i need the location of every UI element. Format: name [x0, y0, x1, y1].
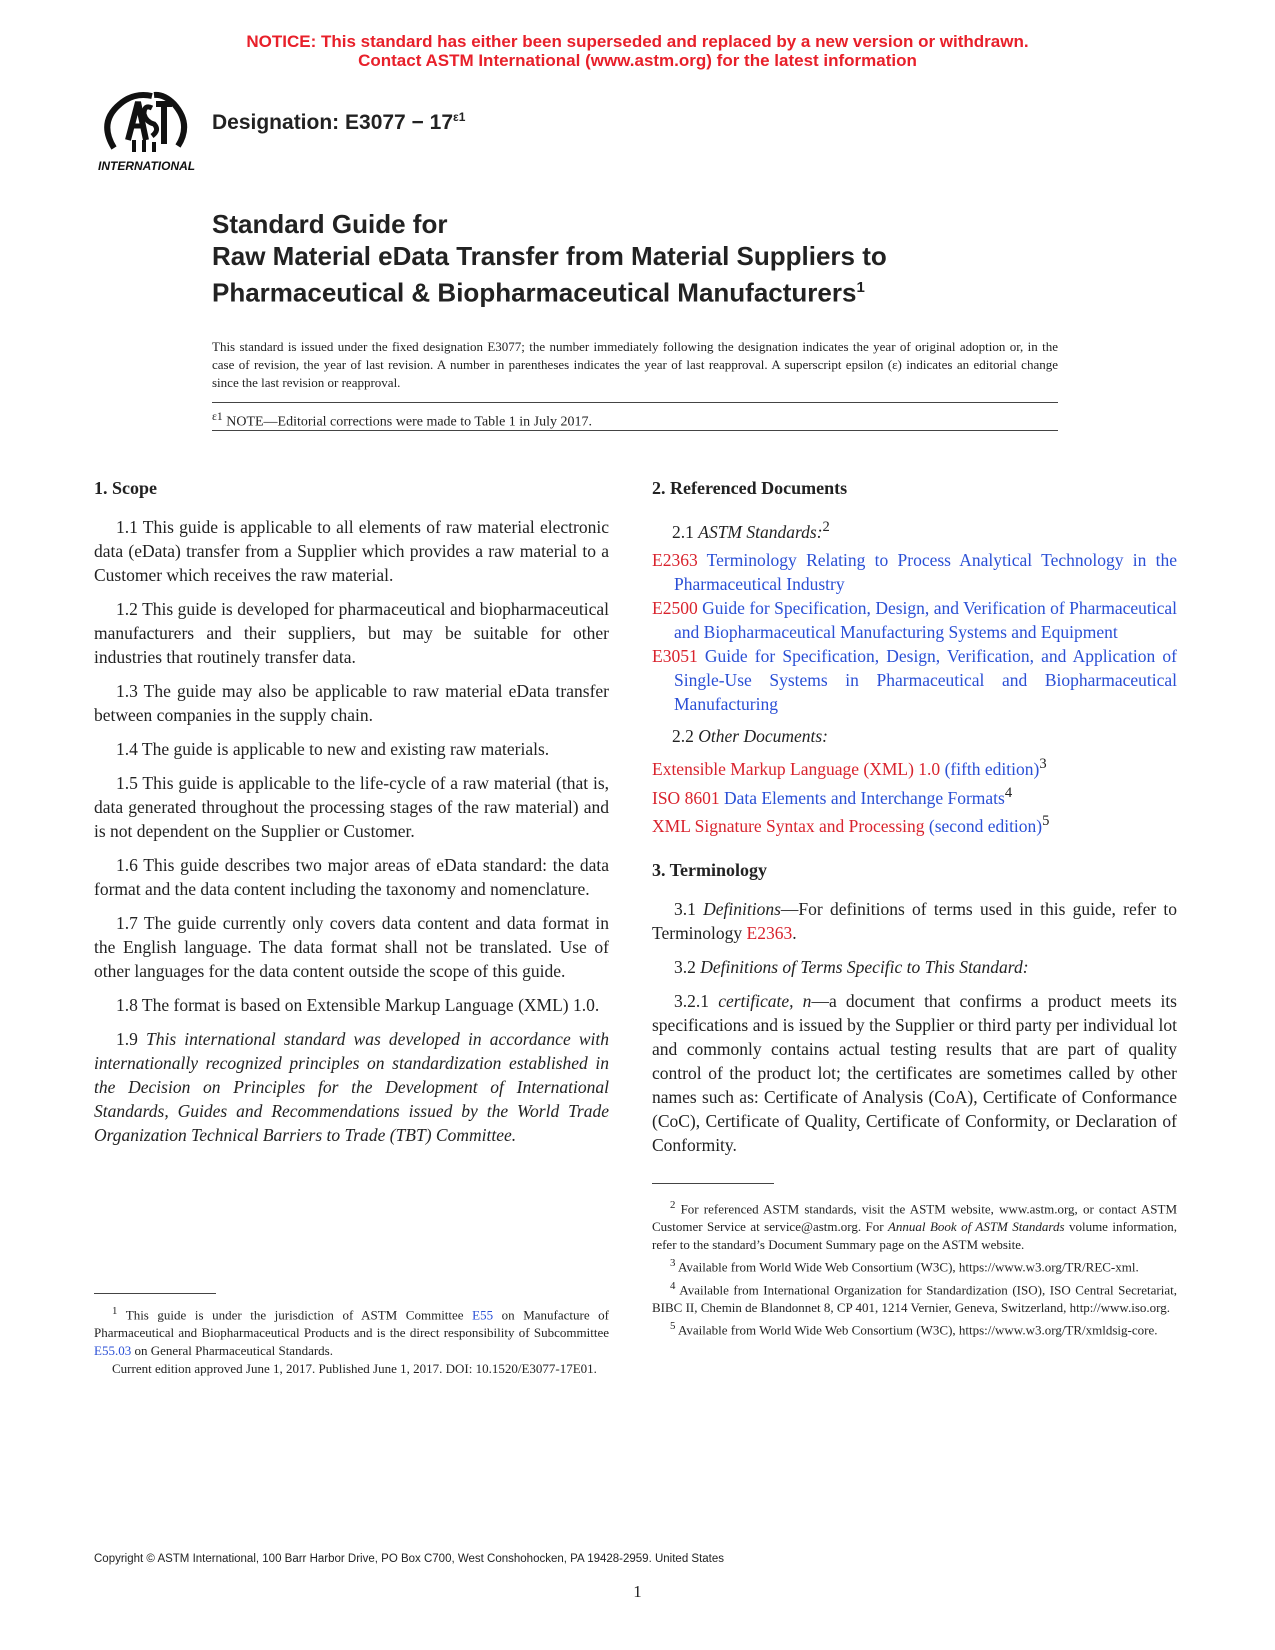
- astm-logo-graphic: [94, 86, 196, 178]
- designation: [212, 110, 465, 135]
- title-line-1: Standard Guide for: [212, 209, 448, 239]
- other-ref-red[interactable]: XML Signature Syntax and Processing: [652, 816, 929, 837]
- scope-heading: 1. Scope: [94, 478, 157, 498]
- footnote-2-post: volume information, refer to the standard’s Document Summary page on the ASTM website.: [652, 1219, 1177, 1253]
- footnote-2-ital: Annual Book of ASTM Standards: [887, 1219, 1065, 1235]
- designation-sup: ε1: [453, 110, 466, 124]
- astm-standards-num: 2.1: [672, 521, 699, 542]
- other-ref-red[interactable]: ISO 8601: [652, 787, 724, 808]
- para-1-9-text: This international standard was developed in accordance with internationally recognized principles on standardization established in the Decision on Principles for the Development of International Standards, Guides and Recommendations issued by the World Trade Organization Technical Barriers to Trade (TBT) Committee.: [94, 1029, 610, 1145]
- designation-label: Designation: E3077 − 17: [212, 111, 454, 134]
- para-3-1-end: .: [792, 923, 797, 944]
- other-ref-blue[interactable]: Data Elements and Interchange Formats: [723, 787, 1005, 808]
- ref-e2500[interactable]: [652, 596, 1177, 644]
- right-column: [652, 478, 1177, 1167]
- astm-standards-label: [672, 515, 1177, 544]
- footnote-5: $^5$ Available from World Wide Web Consortium (W3C), https://www.w3.org/TR/xmldsig-core.: [670, 1319, 1158, 1338]
- editorial-note-text: NOTE—Editorial corrections were made to Table 1 in July 2017.: [222, 414, 593, 430]
- header-rule-top: [212, 402, 1058, 403]
- para-3-2-label: Definitions of Terms Specific to This Standard:: [700, 957, 1029, 978]
- para-1-4: 1.4 The guide is applicable to new and existing raw materials.: [116, 739, 550, 759]
- ref-title[interactable]: Terminology Relating to Process Analytical Technology in the Pharmaceutical Industry: [674, 549, 1177, 594]
- footnotes-right: [652, 1196, 1177, 1339]
- logo-wordmark: INTERNATIONAL: [98, 159, 196, 173]
- astm-standards-sup: 2: [822, 519, 830, 535]
- para-1-1: 1.1 This guide is applicable to all elements of raw material electronic data (eData) transfer from a Supplier which provides a raw material to a Customer which receives the raw material.: [94, 517, 609, 585]
- footnote-1-mid: on Manufacture of Pharmaceutical and Biopharmaceutical Products and is the direct responsibility of Subcommittee: [94, 1307, 609, 1341]
- para-3-2-1: [652, 989, 1177, 1157]
- astm-logo: [94, 86, 196, 178]
- footnote-rule-left: [94, 1293, 216, 1294]
- footnote-5-text: Available from World Wide Web Consortium (W3C), https://www.w3.org/TR/xmldsig-core.: [677, 1322, 1158, 1338]
- footnote-2-pre: For referenced ASTM standards, visit the ASTM website, www.astm.org, or contact ASTM Customer Service at service@astm.org. For: [652, 1201, 1178, 1235]
- astm-standards-text: ASTM Standards:: [698, 521, 823, 542]
- other-ref-sup: 3: [1039, 755, 1047, 772]
- footnote-2: $^2$ For referenced ASTM standards, visit the ASTM website, www.astm.org, or contact ASTM Customer Service at service@astm.org. For Annual Book of ASTM Standards volume information, refer to the standard’s Document Summary page on the ASTM website.: [652, 1199, 1178, 1253]
- title-line-3: Pharmaceutical & Biopharmaceutical Manufacturers: [212, 277, 857, 308]
- copyright-line: Copyright © ASTM International, 100 Barr Harbor Drive, PO Box C700, West Conshohocken, PA 19428-2959. United States: [94, 1553, 725, 1565]
- para-1-9-num: 1.9: [116, 1029, 147, 1049]
- title-line-3-wrap: [212, 272, 1192, 309]
- other-ref-sup: 4: [1004, 784, 1013, 801]
- para-3-1: [652, 897, 1177, 945]
- footnote-1-text: $^1$ This guide is under the jurisdiction of ASTM Committee E55 on Manufacture of Pharmaceutical and Biopharmaceutical Products and is the direct responsibility of Subcommittee E55.03 on General Pharmaceutical Standards.: [94, 1305, 609, 1359]
- para-3-2-1-text: —a document that confirms a product meets its specifications and is issued by the Supplier or third party per individual lot and commonly contains actual testing results that are part of quality control of the product lot; the certificates are sometimes called by other names such as: Certificate of Analysis (CoA), Certificate of Conformance (CoC), Certificate of Quality, Certificate of Conformity, or Declaration of Conformity.: [652, 991, 1177, 1156]
- other-ref-red[interactable]: Extensible Markup Language (XML) 1.0: [652, 758, 945, 779]
- para-1-2: 1.2 This guide is developed for pharmaceutical and biopharmaceutical manufacturers and their suppliers, but may be suitable for other industries that routinely transfer data.: [94, 599, 609, 667]
- link-e55[interactable]: E55: [472, 1307, 494, 1323]
- other-documents-label: [672, 724, 1177, 748]
- other-ref-blue[interactable]: (second edition): [928, 816, 1043, 837]
- para-3-2-1-term: certificate, n: [718, 991, 812, 1012]
- para-3-1-label: Definitions: [703, 899, 781, 920]
- document-title: [212, 208, 1192, 309]
- other-ref-blue[interactable]: (fifth edition): [944, 758, 1040, 779]
- para-3-1-num: 3.1: [674, 899, 704, 920]
- footnote-rule-right: [652, 1183, 774, 1184]
- footnote-4: $^4$ Available from International Organization for Standardization (ISO), ISO Central Secretariat, BIBC II, Chemin de Blandonnet 8, CP 401, 1214 Vernier, Geneva, Switzerland, http://www.iso.org.: [652, 1279, 1177, 1315]
- title-footnote-ref: 1: [856, 279, 865, 296]
- editorial-note-sup: ε1: [212, 410, 223, 423]
- header-rule-bottom: [212, 430, 1058, 431]
- link-e55-03[interactable]: E55.03: [94, 1343, 132, 1359]
- issued-statement: This standard is issued under the fixed designation E3077; the number immediately following the designation indicates the year of original adoption or, in the case of revision, the year of last revision. A number in parentheses indicates the year of last reapproval. A superscript epsilon (ε) indicates an editorial change since the last revision or reapproval.: [212, 339, 1058, 390]
- footnote-1-edition: Current edition approved June 1, 2017. Published June 1, 2017. DOI: 10.1520/E3077-17E01.: [112, 1361, 597, 1377]
- other-ref-xmlsig[interactable]: [652, 809, 1177, 838]
- other-documents-num: 2.2: [672, 725, 699, 746]
- para-3-1-text: —For definitions of terms used in this guide, refer to Terminology: [652, 899, 1178, 944]
- page-number: 1: [633, 1582, 642, 1601]
- withdrawal-notice: [0, 32, 1275, 70]
- para-3-2-num: 3.2: [674, 957, 701, 978]
- para-1-3: 1.3 The guide may also be applicable to raw material eData transfer between companies in the supply chain.: [94, 681, 609, 725]
- terminology-heading: 3. Terminology: [652, 860, 768, 881]
- other-documents-text: Other Documents:: [698, 725, 829, 746]
- para-3-2-1-num: 3.2.1: [674, 991, 719, 1012]
- para-1-7: 1.7 The guide currently only covers data content and data format in the English language. The data format shall not be translated. Use of other languages for the data content outside the scope of this guide.: [94, 913, 609, 981]
- para-3-2: [652, 955, 1177, 979]
- footnote-1-post: on General Pharmaceutical Standards.: [131, 1343, 333, 1359]
- para-1-8: 1.8 The format is based on Extensible Markup Language (XML) 1.0.: [116, 995, 600, 1015]
- footnote-3: $^3$ Available from World Wide Web Consortium (W3C), https://www.w3.org/TR/REC-xml.: [670, 1257, 1139, 1275]
- title-line-2: Raw Material eData Transfer from Material Suppliers to: [212, 241, 887, 271]
- ref-code[interactable]: E3051: [652, 645, 698, 666]
- notice-line-1: NOTICE: This standard has either been superseded and replaced by a new version or withdrawn.: [246, 32, 1029, 51]
- para-1-9: [94, 1027, 609, 1147]
- footnote-4-text: Available from International Organization for Standardization (ISO), ISO Central Secretariat, BIBC II, Chemin de Blandonnet 8, CP 401, 1214 Vernier, Geneva, Switzerland, http://www.iso.org.: [652, 1281, 1177, 1315]
- ref-title[interactable]: Guide for Specification, Design, and Verification of Pharmaceutical and Biopharmaceutical Manufacturing Systems and Equipment: [674, 597, 1177, 642]
- notice-line-2: Contact ASTM International (www.astm.org) for the latest information: [358, 51, 917, 70]
- link-e2363[interactable]: E2363: [746, 923, 793, 944]
- referenced-heading: 2. Referenced Documents: [652, 478, 848, 498]
- para-1-6: 1.6 This guide describes two major areas of eData standard: the data format and the data content including the taxonomy and nomenclature.: [94, 855, 609, 899]
- ref-e2363[interactable]: [652, 548, 1177, 596]
- para-1-5: 1.5 This guide is applicable to the life-cycle of a raw material (that is, data generated throughout the processing stages of the raw material) and is not dependent on the Supplier or Customer.: [94, 773, 609, 841]
- ref-code[interactable]: E2500: [652, 597, 698, 618]
- other-ref-iso[interactable]: [652, 781, 1177, 810]
- ref-title[interactable]: Guide for Specification, Design, Verification, and Application of Single-Use Systems in Pharmaceutical and Biopharmaceutical Manufacturing: [674, 645, 1177, 714]
- ref-code[interactable]: E2363: [652, 549, 698, 570]
- footnote-1-pre: This guide is under the jurisdiction of ASTM Committee: [125, 1307, 473, 1323]
- other-ref-xml[interactable]: [652, 752, 1177, 781]
- editorial-note: [212, 410, 592, 431]
- other-ref-sup: 5: [1042, 813, 1050, 830]
- left-column: [94, 478, 609, 1157]
- ref-e3051[interactable]: [652, 644, 1177, 716]
- footnote-1: [94, 1302, 609, 1378]
- footnote-3-text: Available from World Wide Web Consortium (W3C), https://www.w3.org/TR/REC-xml.: [677, 1259, 1139, 1275]
